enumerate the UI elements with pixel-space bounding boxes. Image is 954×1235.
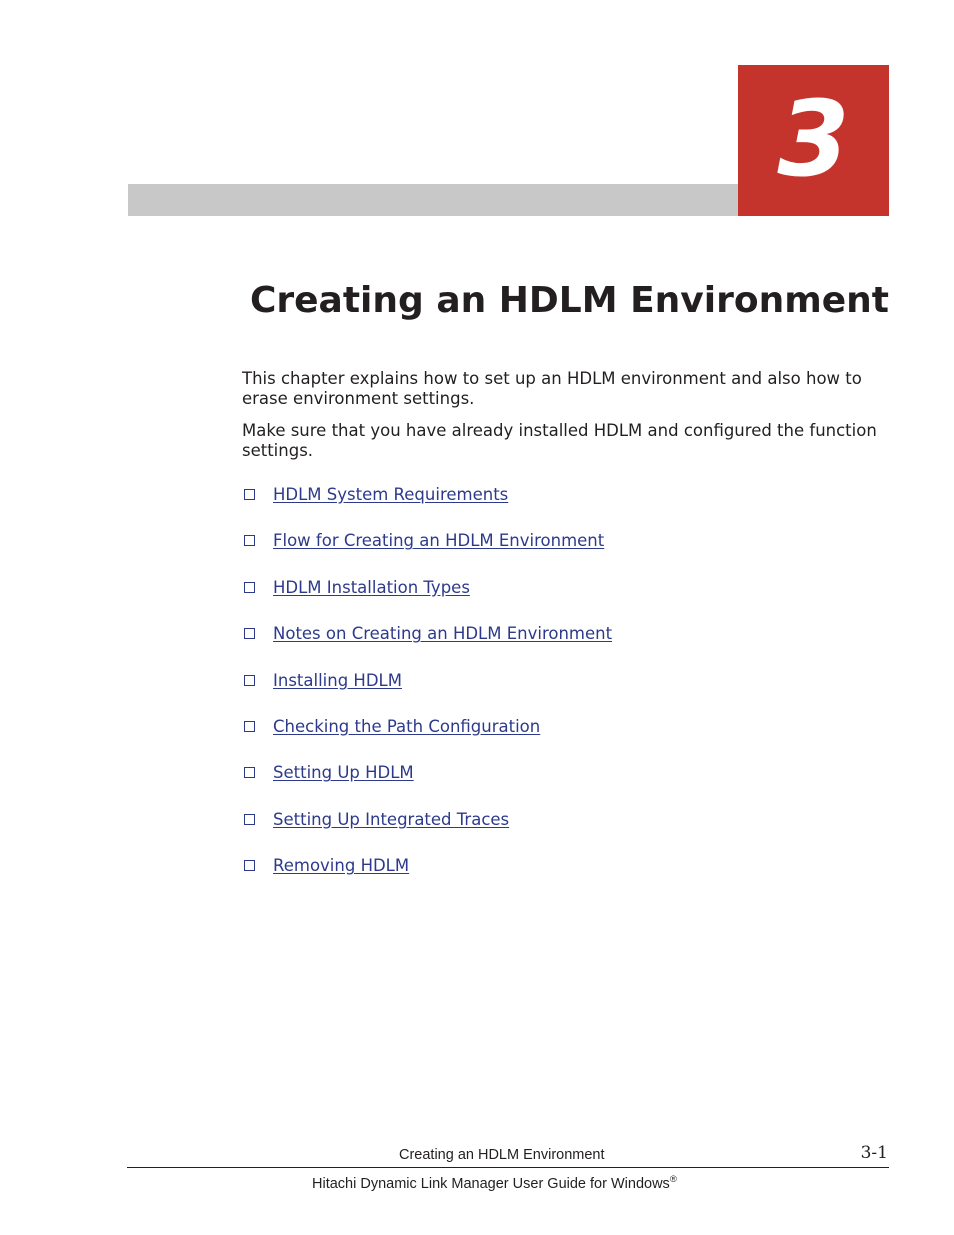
chapter-number: 3 <box>777 78 850 200</box>
registered-mark: ® <box>669 1174 677 1185</box>
toc-link-integrated-traces[interactable]: Setting Up Integrated Traces <box>273 809 510 829</box>
toc-link-removing-hdlm[interactable]: Removing HDLM <box>273 856 410 876</box>
square-bullet-icon <box>244 628 255 639</box>
footer-divider <box>127 1167 889 1168</box>
toc-link-flow-for-creating[interactable]: Flow for Creating an HDLM Environment <box>273 531 605 551</box>
toc-link-setting-up-hdlm[interactable]: Setting Up HDLM <box>273 763 414 783</box>
square-bullet-icon <box>244 582 255 593</box>
chapter-number-box <box>738 65 889 216</box>
footer-guide-title-text: Hitachi Dynamic Link Manager User Guide for Windows <box>312 1176 670 1192</box>
square-bullet-icon <box>244 675 255 686</box>
toc-link-checking-path-configuration[interactable]: Checking the Path Configuration <box>273 716 541 736</box>
square-bullet-icon <box>244 767 255 778</box>
toc-link-notes-on-creating[interactable]: Notes on Creating an HDLM Environment <box>273 624 613 644</box>
square-bullet-icon <box>244 860 255 871</box>
footer-page-number: 3-1 <box>860 1143 888 1163</box>
intro-paragraph-2: Make sure that you have already installed HDLM and configured the function settings. <box>242 421 877 460</box>
footer-chapter-title: Creating an HDLM Environment <box>399 1147 605 1163</box>
intro-paragraph-1: This chapter explains how to set up an HDLM environment and also how to erase environment settings. <box>242 369 862 408</box>
chapter-title: Creating an HDLM Environment <box>249 280 889 321</box>
chapter-header-bar <box>128 184 738 216</box>
square-bullet-icon <box>244 489 255 500</box>
footer-guide-title <box>312 1171 677 1193</box>
toc-link-installation-types[interactable]: HDLM Installation Types <box>273 577 470 597</box>
square-bullet-icon <box>244 535 255 546</box>
square-bullet-icon <box>244 814 255 825</box>
toc-link-installing-hdlm[interactable]: Installing HDLM <box>273 670 402 690</box>
toc-link-system-requirements[interactable]: HDLM System Requirements <box>273 485 509 504</box>
square-bullet-icon <box>244 721 255 732</box>
